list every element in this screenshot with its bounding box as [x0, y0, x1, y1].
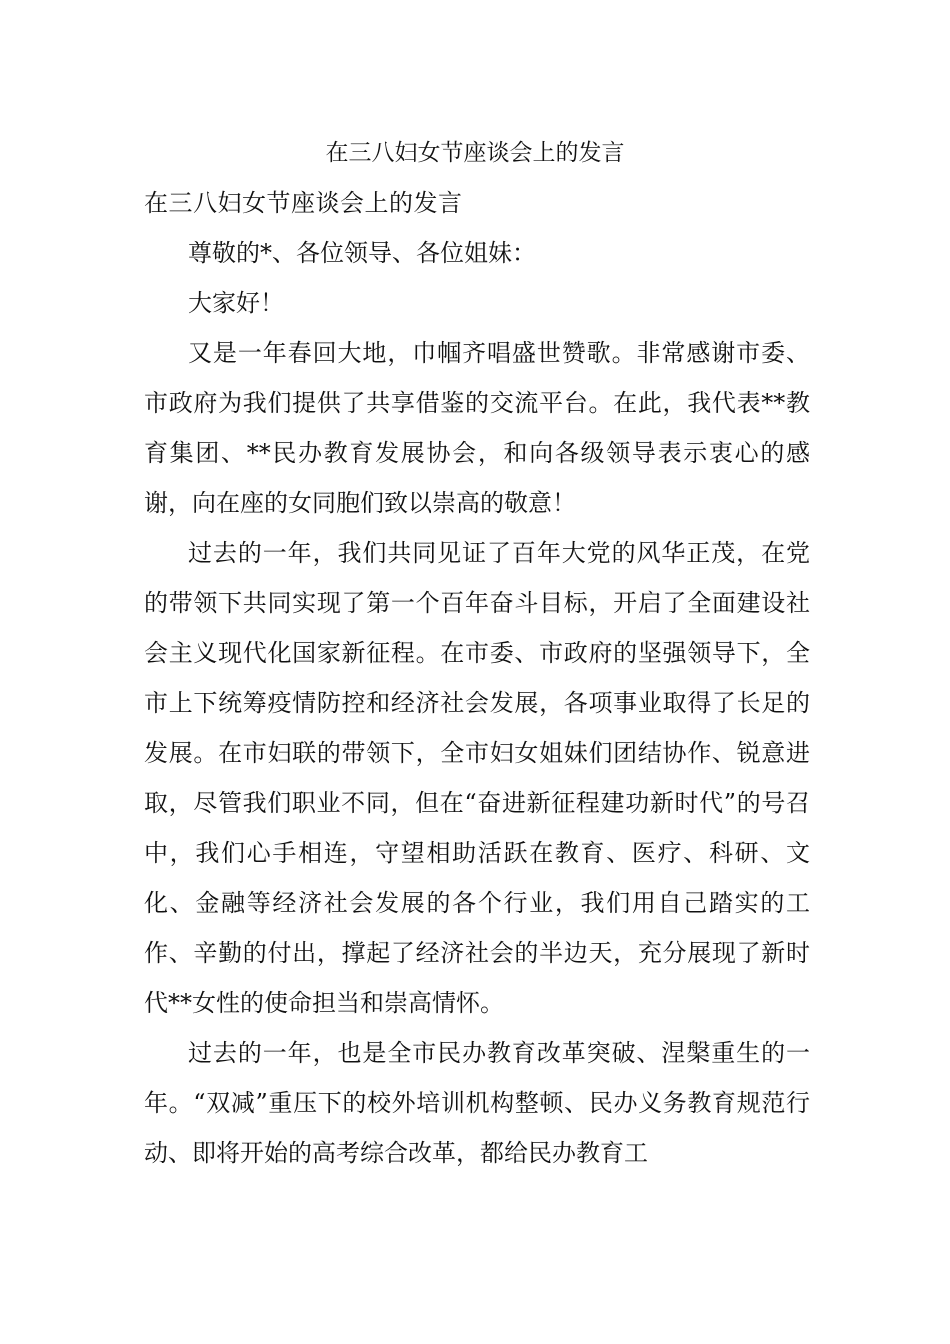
document-subtitle: 在三八妇女节座谈会上的发言: [144, 189, 463, 217]
salutation: 尊敬的*、各位领导、各位姐妹：: [188, 239, 536, 267]
document-body: [144, 178, 810, 1178]
paragraph: 又是一年春回大地，巾帼齐唱盛世赞歌。非常感谢市委、市政府为我们提供了共享借鉴的交流平台。在此，我代表**教育集团、**民办教育发展协会，和向各级领导表示衷心的感谢，向在座的女同胞们致以崇高的敬意！: [144, 339, 810, 517]
document-title: 在三八妇女节座谈会上的发言: [325, 140, 625, 166]
greeting: 大家好！: [188, 289, 284, 317]
paragraph: 过去的一年，也是全市民办教育改革突破、涅槃重生的一年。“双减”重压下的校外培训机构整顿、民办义务教育规范行动、即将开始的高考综合改革，都给民办教育工: [144, 1039, 810, 1167]
paragraph: 过去的一年，我们共同见证了百年大党的风华正茂，在党的带领下共同实现了第一个百年奋斗目标，开启了全面建设社会主义现代化国家新征程。在市委、市政府的坚强领导下，全市上下统筹疫情防控和经济社会发展，各项事业取得了长足的发展。在市妇联的带领下，全市妇女姐妹们团结协作、锐意进取，尽管我们职业不同，但在“奋进新征程建功新时代”的号召中，我们心手相连，守望相助活跃在教育、医疗、科研、文化、金融等经济社会发展的各个行业，我们用自己踏实的工作、辛勤的付出，撑起了经济社会的半边天，充分展现了新时代**女性的使命担当和崇高情怀。: [144, 539, 810, 1017]
